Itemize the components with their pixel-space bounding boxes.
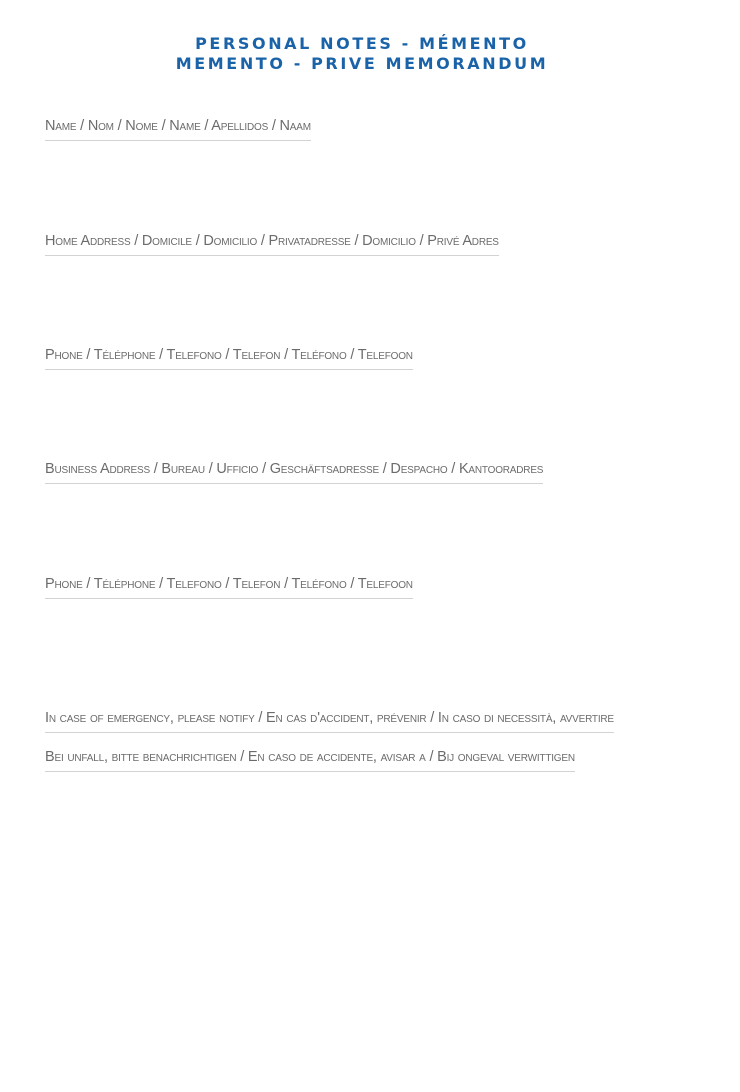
emergency-contact-field-1[interactable]: In case of emergency, please notify / En cas d'accident, prévenir / In caso di necessità, avvertire — [45, 710, 614, 733]
name-field[interactable]: Name / Nom / Nome / Name / Apellidos / Naam — [45, 118, 311, 141]
home-address-field[interactable]: Home Address / Domicile / Domicilio / Privatadresse / Domicilio / Privé Adres — [45, 233, 499, 256]
business-address-field[interactable]: Business Address / Bureau / Ufficio / Geschäftsadresse / Despacho / Kantooradres — [45, 461, 543, 484]
business-phone-field[interactable]: Phone / Téléphone / Telefono / Telefon / Teléfono / Telefoon — [45, 576, 413, 599]
home-phone-field[interactable]: Phone / Téléphone / Telefono / Telefon / Teléfono / Telefoon — [45, 347, 413, 370]
title-line-2: MEMENTO - PRIVE MEMORANDUM — [175, 54, 549, 73]
page-title — [0, 34, 724, 74]
title-line-1: PERSONAL NOTES - MÉMENTO — [195, 34, 529, 53]
emergency-contact-field-2[interactable]: Bei unfall, bitte benachrichtigen / En caso de accidente, avisar a / Bij ongeval verwittigen — [45, 749, 575, 772]
